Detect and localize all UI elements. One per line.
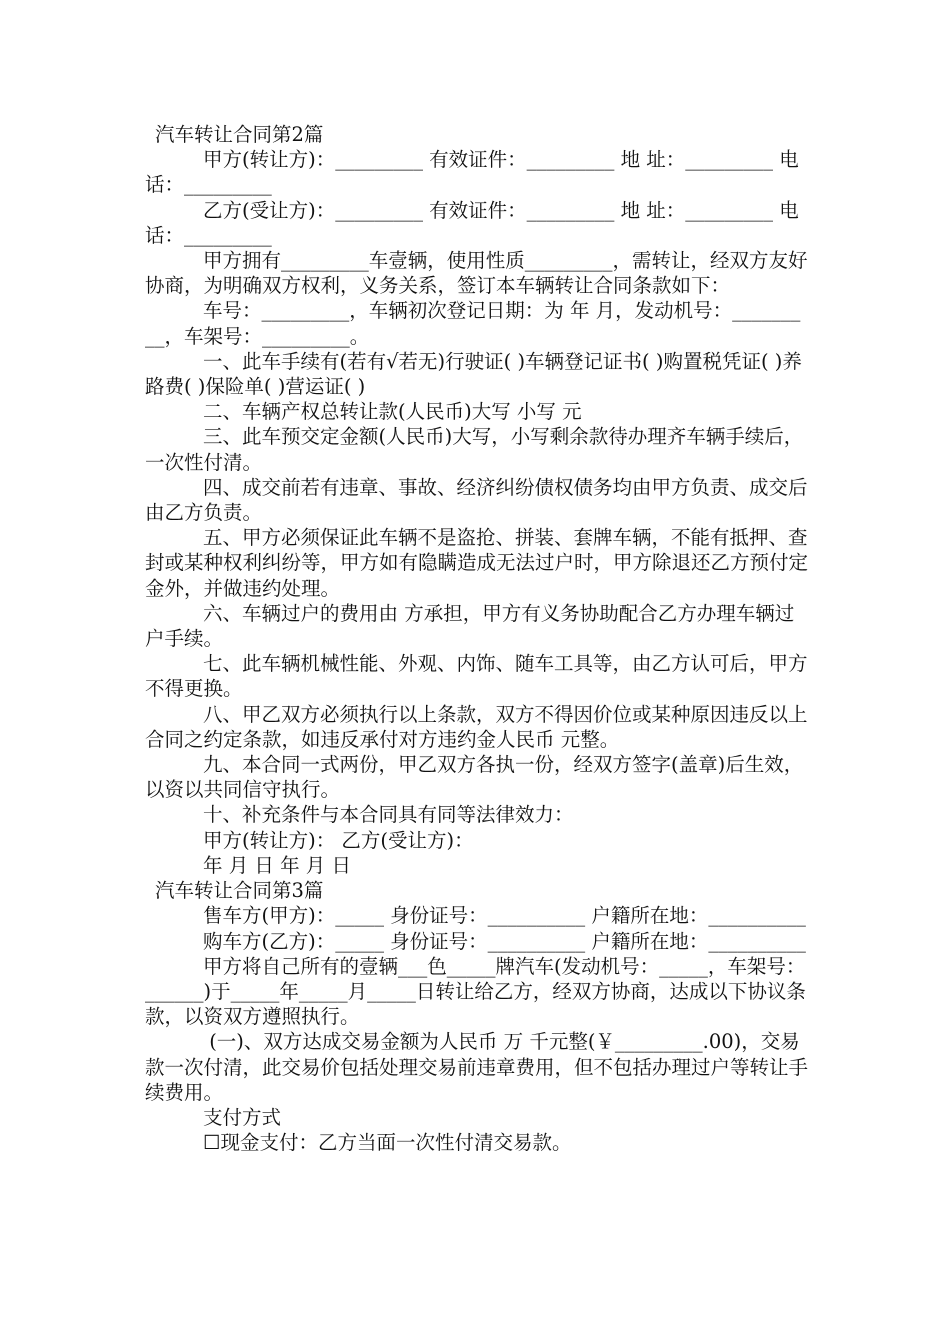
section-title: 汽车转让合同第3篇 xyxy=(155,879,324,903)
buyer-line: 购车方(乙方)：_____ 身份证号：__________ 户籍所在地：__________ xyxy=(203,929,806,953)
intro-paragraph: 甲方拥有_________车壹辆，使用性质_________，需转让，经双方友好协商，为明确双方权利，义务关系，签订本车辆转让合同条款如下： xyxy=(145,249,808,298)
clause-9: 九、本合同一式两份，甲乙双方各执一份，经双方签字(盖章)后生效，以资以共同信守执行。 xyxy=(145,753,804,802)
contract-body xyxy=(145,122,810,1155)
clause-10: 十、补充条件与本合同具有同等法律效力： xyxy=(203,803,574,827)
clause-4: 四、成交前若有违章、事故、经济纠纷债权债务均由甲方负责、成交后由乙方负责。 xyxy=(145,475,808,525)
clause-3: 三、此车预交定金额(人民币)大写，小写剩余款待办理齐车辆手续后，一次性付清。 xyxy=(145,425,804,474)
transfer-intro-paragraph: 甲方将自己所有的壹辆___色_____牌汽车(发动机号：_____，车架号：______)于_____年_____月_____日转让给乙方，经双方协商，达成以下协议条款，以资双方遵照执行。 xyxy=(145,954,806,1029)
item-1-paragraph: (一)、双方达成交易金额为人民币 万 千元整(￥_________.00)，交易款一次付清，此交易价包括处理交易前违章费用，但不包括办理过户等转让手续费用。 xyxy=(145,1030,809,1104)
payment-cash-option: ☐现金支付：乙方当面一次性付清交易款。 xyxy=(203,1131,572,1155)
vehicle-info-paragraph: 车号：_________，车辆初次登记日期：为 年 月，发动机号：_________，车架号：_________。 xyxy=(145,299,801,348)
clause-6: 六、车辆过户的费用由 方承担，甲方有义务协助配合乙方办理车辆过户手续。 xyxy=(145,601,795,651)
clause-5: 五、甲方必须保证此车辆不是盗抢、拼装、套牌车辆，不能有抵押、查封或某种权利纠纷等，甲方如有隐瞒造成无法过户时，甲方除退还乙方预付定金外，并做违约处理。 xyxy=(145,526,809,600)
clause-7: 七、此车辆机械性能、外观、内饰、随车工具等，由乙方认可后，甲方不得更换。 xyxy=(145,652,808,701)
clause-1: 一、此车手续有(若有√若无)行驶证( )车辆登记证书( )购置税凭证( )养路费( )保险单( )营运证( ) xyxy=(145,349,802,399)
party-a-line: 甲方(转让方)：_________ 有效证件：_________ 地 址：_________ 电 话：_________ xyxy=(145,148,805,197)
seller-line: 售车方(甲方)：_____ 身份证号：__________ 户籍所在地：__________ xyxy=(203,904,806,928)
clause-8: 八、甲乙双方必须执行以上条款，双方不得因价位或某种原因违反以上合同之约定条款，如违反承付对方违约金人民币 元整。 xyxy=(145,702,808,751)
section-title: 汽车转让合同第2篇 xyxy=(155,123,324,146)
date-line: 年 月 日 年 月 日 xyxy=(203,853,351,877)
clause-2: 二、车辆产权总转让款(人民币)大写 小写 元 xyxy=(203,400,582,424)
party-b-line: 乙方(受让方)：_________ 有效证件：_________ 地 址：_________ 电 话：_________ xyxy=(145,198,805,247)
payment-heading: 支付方式 xyxy=(203,1105,282,1129)
signature-line: 甲方(转让方)： 乙方(受让方)： xyxy=(203,828,474,852)
